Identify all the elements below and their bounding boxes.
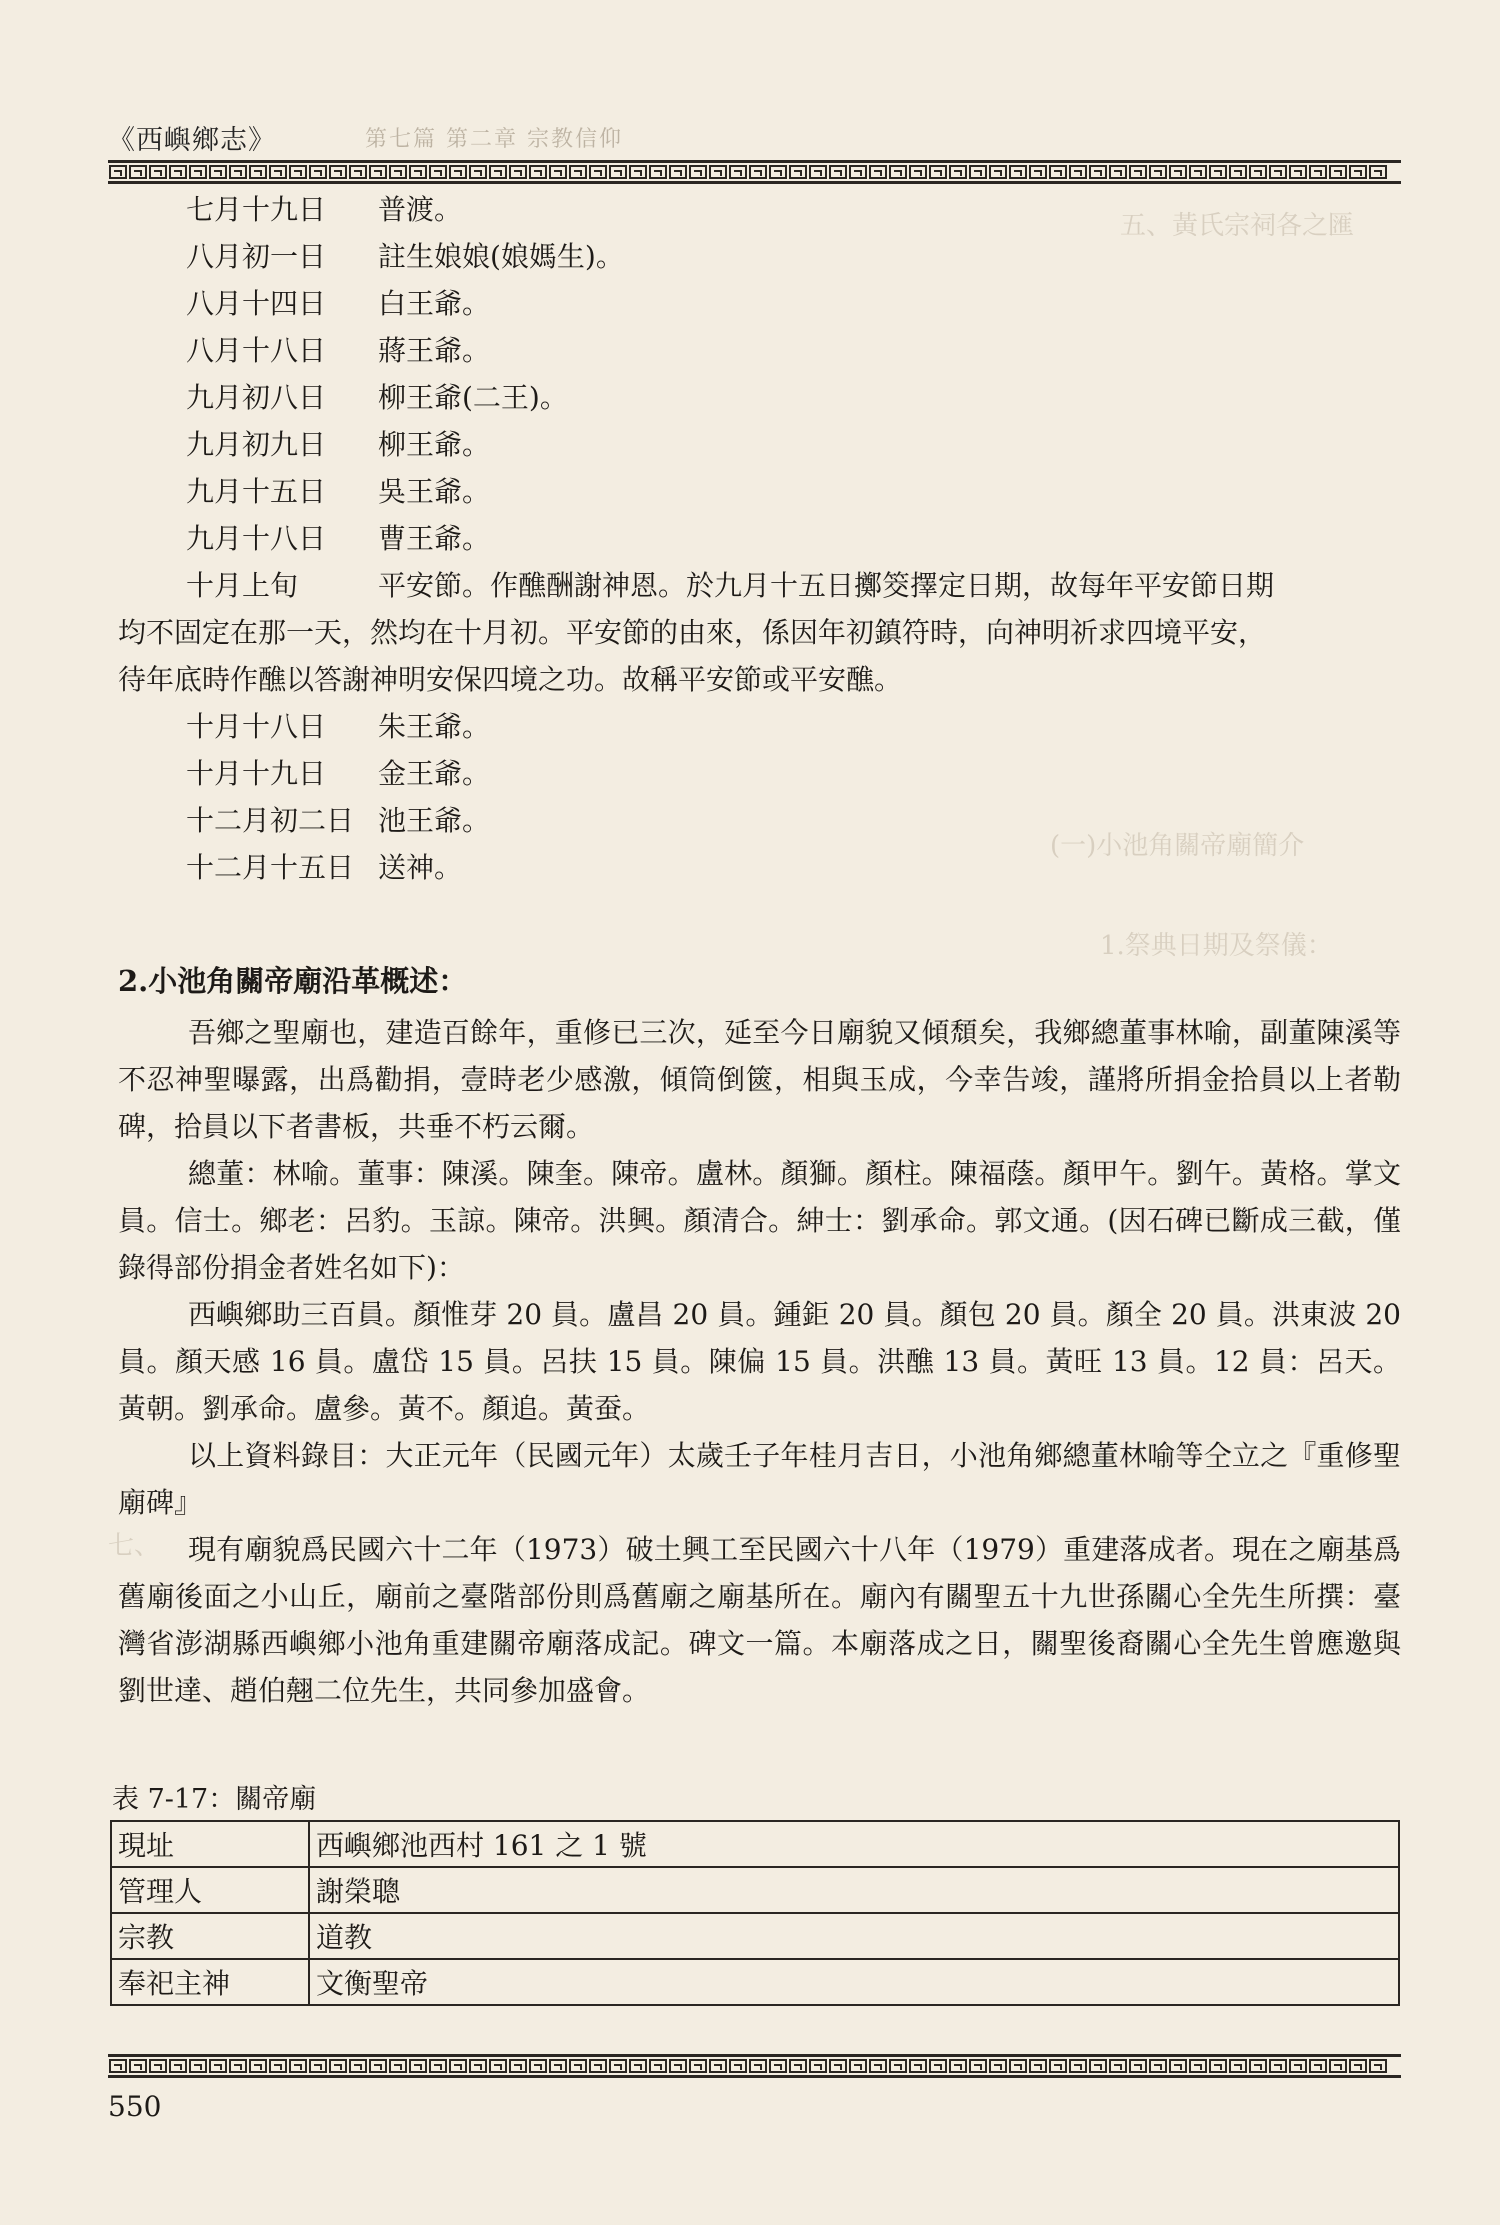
meander-cell [869,2059,887,2073]
decorative-border-bottom [108,2054,1401,2078]
meander-cell [849,165,867,179]
meander-cell [1209,2059,1227,2073]
meander-cell [449,2059,467,2073]
meander-cell [1029,2059,1047,2073]
meander-cell [949,2059,967,2073]
meander-cell [589,165,607,179]
meander-cell [1069,2059,1087,2073]
meander-cell [1169,2059,1187,2073]
meander-cell [1229,165,1247,179]
meander-cell [549,165,567,179]
section-heading: 2.小池角關帝廟沿革概述： [118,964,468,998]
meander-cell [429,2059,447,2073]
meander-cell [809,2059,827,2073]
meander-cell [1189,2059,1207,2073]
meander-cell [869,165,887,179]
meander-cell [1009,165,1027,179]
meander-cell [669,2059,687,2073]
meander-cell [529,2059,547,2073]
meander-cell [1349,165,1367,179]
meander-cell [929,165,947,179]
meander-cell [209,2059,227,2073]
table-row: 宗教 道教 [111,1913,1399,1959]
meander-cell [909,2059,927,2073]
meander-cell [369,2059,387,2073]
meander-cell [749,2059,767,2073]
meander-cell [309,2059,327,2073]
meander-cell [829,165,847,179]
meander-cell [1049,2059,1067,2073]
meander-cell [689,165,707,179]
meander-cell [629,165,647,179]
meander-cell [469,2059,487,2073]
schedule-row: 八月十四日 白王爺。 [186,287,491,320]
schedule-row: 九月十八日 曹王爺。 [186,522,491,555]
meander-cell [289,165,307,179]
paragraph: 以上資料錄目：大正元年（民國元年）太歲壬子年桂月吉日，小池角鄉總董林喻等仝立之『重修聖廟碑』 [118,1439,1401,1519]
schedule-row: 十二月十五日 送神。 [186,851,463,884]
meander-cell [1149,165,1167,179]
meander-cell [969,2059,987,2073]
meander-cell [149,2059,167,2073]
meander-cell [249,2059,267,2073]
schedule-row: 七月十九日 普渡。 [186,193,463,226]
meander-cell [709,2059,727,2073]
meander-cell [1049,165,1067,179]
meander-cell [509,165,527,179]
meander-cell [1249,165,1267,179]
meander-cell [129,2059,147,2073]
meander-cell [389,2059,407,2073]
meander-cell [1069,165,1087,179]
meander-cell [689,2059,707,2073]
meander-cell [609,165,627,179]
meander-cell [909,165,927,179]
meander-cell [1109,2059,1127,2073]
meander-cell [549,2059,567,2073]
schedule-row: 九月初九日 柳王爺。 [186,428,491,461]
meander-cell [109,2059,127,2073]
meander-cell [1089,165,1107,179]
bleed-through-text: (一)小池角關帝廟簡介 [1050,831,1305,861]
meander-cell [509,2059,527,2073]
meander-cell [189,2059,207,2073]
meander-cell [189,165,207,179]
meander-cell [489,165,507,179]
table-row: 管理人 謝榮聰 [111,1867,1399,1913]
meander-cell [1029,165,1047,179]
meander-cell [149,165,167,179]
table-row: 奉祀主神 文衡聖帝 [111,1959,1399,2005]
meander-cell [849,2059,867,2073]
festival-schedule [118,186,1401,891]
paragraph: 西嶼鄉助三百員。顏惟芽 20 員。盧昌 20 員。鍾鉅 20 員。顏包 20 員。顏全 20 員。洪東波 20 員。顏天感 16 員。盧岱 15 員。呂扶 15 員。陳偏 15 員。洪醮 13 員。黃旺 13 員。12 員：呂天。黃朝。劉承命。盧參。黃不。顏追。黃蚕。 [118,1298,1401,1425]
meander-cell [349,2059,367,2073]
table-row: 現址 西嶼鄉池西村 161 之 1 號 [111,1821,1399,1867]
meander-cell [109,165,127,179]
meander-cell [569,165,587,179]
meander-cell [609,2059,627,2073]
chapter-header: 第七篇 第二章 宗教信仰 [365,127,623,152]
meander-cell [1309,165,1327,179]
meander-cell [1289,2059,1307,2073]
paragraph: 總董：林喻。董事：陳溪。陳奎。陳帝。盧林。顏獅。顏柱。陳福蔭。顏甲午。劉午。黃格。掌文員。信士。鄉老：呂豹。玉諒。陳帝。洪興。顏清合。紳士：劉承命。郭文通。(因石碑已斷成三截，僅錄得部份捐金者姓名如下)： [118,1157,1401,1284]
meander-cell [629,2059,647,2073]
page-number: 550 [108,2090,162,2123]
meander-cell [569,2059,587,2073]
meander-cell [1369,2059,1387,2073]
meander-cell [1129,2059,1147,2073]
meander-cell [169,165,187,179]
meander-cell [1229,2059,1247,2073]
meander-cell [729,2059,747,2073]
pingan-continuation: 均不固定在那一天，然均在十月初。平安節的由來，係因年初鎮符時，向神明祈求四境平安， [118,616,1267,649]
meander-cell [1289,165,1307,179]
meander-cell [989,165,1007,179]
meander-cell [889,165,907,179]
meander-cell [429,165,447,179]
paragraph: 吾鄉之聖廟也，建造百餘年，重修已三次，延至今日廟貌又傾頹矣，我鄉總董事林喻，副董陳溪等不忍神聖曝露，出爲勸捐，壹時老少感激，傾筒倒篋，相與玉成，今幸告竣，謹將所捐金拾員以上者勒碑，拾員以下者書板，共垂不朽云爾。 [118,1016,1401,1143]
schedule-row: 十月十九日 金王爺。 [186,757,491,790]
meander-cell [929,2059,947,2073]
meander-cell [769,165,787,179]
schedule-row: 九月初八日 柳王爺(二王)。 [186,381,568,414]
meander-cell [1109,165,1127,179]
meander-cell [789,165,807,179]
bleed-through-text: 1.祭典日期及祭儀： [1100,931,1333,961]
decorative-border-top [108,160,1401,184]
schedule-row: 十二月初二日 池王爺。 [186,804,491,837]
meander-cell [1209,165,1227,179]
meander-cell [329,165,347,179]
meander-cell [729,165,747,179]
meander-cell [589,2059,607,2073]
table-caption: 表 7-17：關帝廟 [112,1784,317,1815]
meander-cell [1129,165,1147,179]
meander-cell [1269,165,1287,179]
bleed-through-text: 五、黃氏宗祠各之匯 [1120,211,1355,241]
book-title: 《西嶼鄉志》 [108,125,276,156]
meander-cell [269,165,287,179]
schedule-row: 十月十八日 朱王爺。 [186,710,491,743]
meander-cell [1349,2059,1367,2073]
bleed-through-text: 七、 [108,1531,161,1561]
meander-cell [349,165,367,179]
schedule-row: 九月十五日 吳王爺。 [186,475,491,508]
schedule-row: 八月十八日 蔣王爺。 [186,334,491,367]
meander-cell [709,165,727,179]
meander-cell [749,165,767,179]
temple-history-section [118,958,1401,1714]
meander-cell [529,165,547,179]
meander-cell [649,165,667,179]
meander-cell [329,2059,347,2073]
meander-cell [289,2059,307,2073]
meander-cell [409,2059,427,2073]
meander-cell [1149,2059,1167,2073]
meander-cell [809,165,827,179]
meander-cell [229,165,247,179]
meander-cell [889,2059,907,2073]
meander-cell [249,165,267,179]
meander-cell [469,165,487,179]
meander-cell [649,2059,667,2073]
meander-cell [1329,165,1347,179]
meander-cell [129,165,147,179]
meander-cell [769,2059,787,2073]
meander-cell [449,165,467,179]
meander-cell [169,2059,187,2073]
meander-cell [949,165,967,179]
meander-cell [1309,2059,1327,2073]
meander-cell [1249,2059,1267,2073]
schedule-row-pingan: 十月上旬 平安節。作醮酬謝神恩。於九月十五日擲筊擇定日期，故每年平安節日期 [186,569,1275,602]
pingan-continuation: 待年底時作醮以答謝神明安保四境之功。故稱平安節或平安醮。 [118,663,903,696]
meander-cell [1009,2059,1027,2073]
meander-cell [669,165,687,179]
meander-cell [1269,2059,1287,2073]
meander-cell [1189,165,1207,179]
schedule-row: 八月初一日 註生娘娘(娘媽生)。 [186,240,624,273]
meander-cell [409,165,427,179]
meander-cell [1329,2059,1347,2073]
meander-cell [829,2059,847,2073]
meander-cell [1089,2059,1107,2073]
meander-cell [209,165,227,179]
temple-info-table [110,1820,1400,2006]
meander-cell [989,2059,1007,2073]
meander-cell [969,165,987,179]
meander-cell [229,2059,247,2073]
meander-cell [489,2059,507,2073]
meander-cell [789,2059,807,2073]
meander-cell [1369,165,1387,179]
meander-cell [269,2059,287,2073]
meander-cell [309,165,327,179]
paragraph: 現有廟貌爲民國六十二年（1973）破土興工至民國六十八年（1979）重建落成者。現在之廟基爲舊廟後面之小山丘，廟前之臺階部份則爲舊廟之廟基所在。廟內有關聖五十九世孫關心全先生所撰：臺灣省澎湖縣西嶼鄉小池角重建關帝廟落成記。碑文一篇。本廟落成之日，關聖後裔關心全先生曾應邀與劉世達、趙伯翹二位先生，共同參加盛會。 [118,1533,1401,1707]
meander-cell [1169,165,1187,179]
meander-cell [369,165,387,179]
meander-cell [389,165,407,179]
